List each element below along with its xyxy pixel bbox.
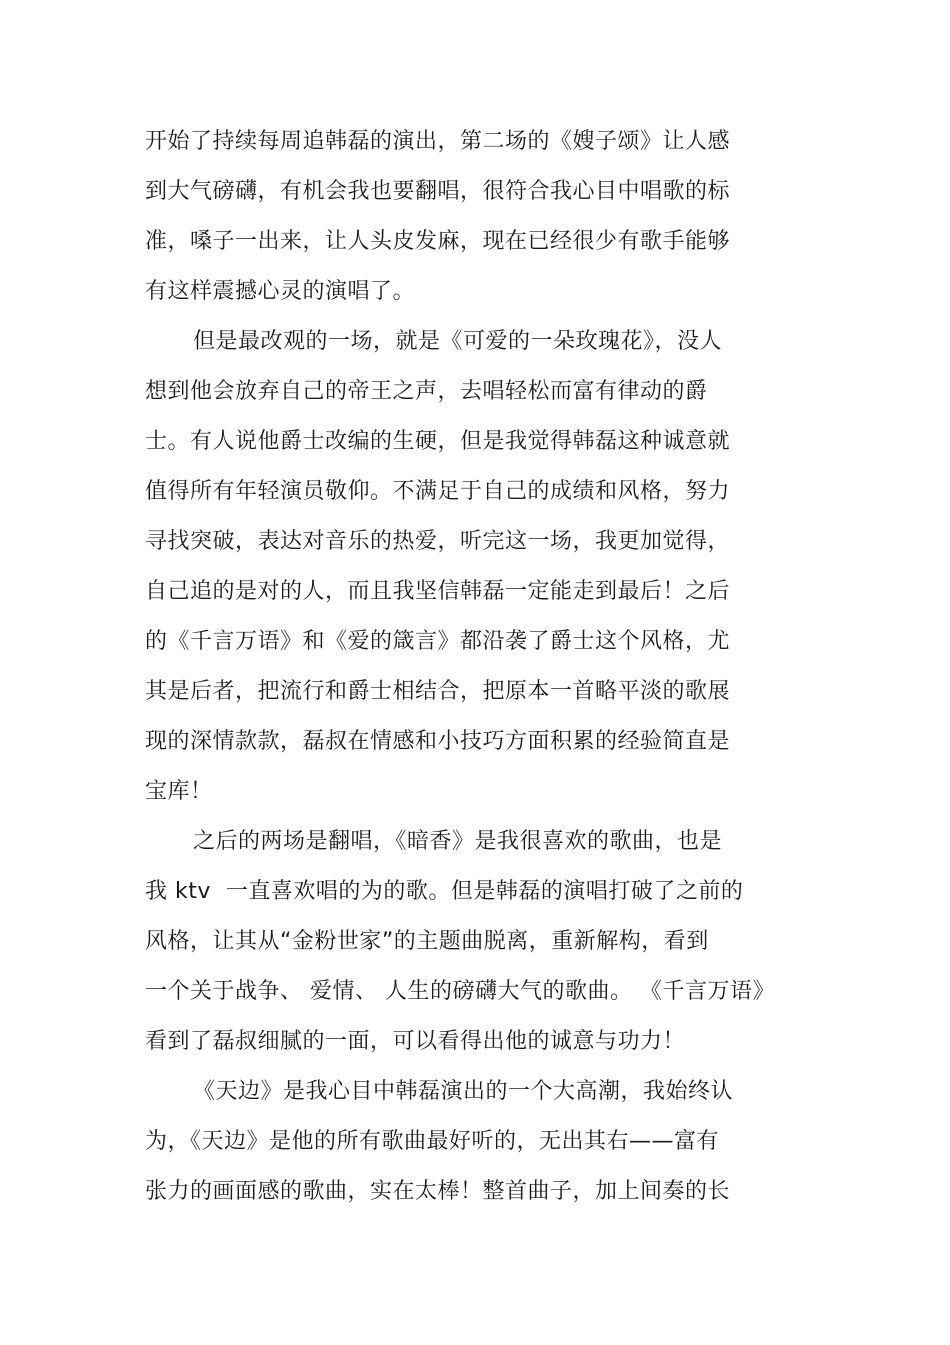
text-line: 的《千言万语》和《爱的箴言》都沿袭了爵士这个风格，尤 <box>145 629 731 654</box>
text-line: 士。有人说他爵士改编的生硬，但是我觉得韩磊这种诚意就 <box>145 429 731 454</box>
text-line: 看到了磊叔细腻的一面，可以看得出他的诚意与功力！ <box>145 1029 686 1054</box>
text-line: 到大气磅礴，有机会我也要翻唱，很符合我心目中唱歌的标 <box>145 179 731 204</box>
paragraph-first-line: 之后的两场是翻唱，《暗香》是我很喜欢的歌曲，也是 <box>193 829 723 854</box>
text-line: 其是后者，把流行和爵士相结合，把原本一首略平淡的歌展 <box>145 679 731 704</box>
text-line: 值得所有年轻演员敬仰。不满足于自己的成绩和风格，努力 <box>145 479 731 504</box>
text-line: 现的深情款款，磊叔在情感和小技巧方面积累的经验简直是 <box>145 729 731 754</box>
text-line: 宝库！ <box>145 779 213 804</box>
text-line: 想到他会放弃自己的帝王之声，去唱轻松而富有律动的爵 <box>145 379 708 404</box>
text-line: 自己追的是对的人，而且我坚信韩磊一定能走到最后！之后 <box>145 579 731 604</box>
text-line: 开始了持续每周追韩磊的演出，第二场的《嫂子颂》让人感 <box>145 129 731 154</box>
text-line: 准，嗓子一出来，让人头皮发麻，现在已经很少有歌手能够 <box>145 229 731 254</box>
text-line: 有这样震撼心灵的演唱了。 <box>145 279 416 304</box>
text-line: 张力的画面感的歌曲，实在太棒！整首曲子，加上间奏的长 <box>145 1179 731 1204</box>
text-line: 一个关于战争、 爱情、 人生的磅礴大气的歌曲。 《千言万语》 <box>145 979 775 1004</box>
text-line: 寻找突破，表达对音乐的热爱，听完这一场，我更加觉得， <box>145 529 731 554</box>
text-line: 我 ktv 一直喜欢唱的为的歌。但是韩磊的演唱打破了之前的 <box>145 879 744 904</box>
text-line: 风格，让其从“金粉世家”的主题曲脱离，重新解构，看到 <box>145 929 709 954</box>
text-line: 为，《天边》是他的所有歌曲最好听的，无出其右——富有 <box>145 1129 720 1154</box>
paragraph-first-line: 《天边》是我心目中韩磊演出的一个大高潮，我始终认 <box>193 1079 734 1104</box>
paragraph-first-line: 但是最改观的一场，就是《可爱的一朵玫瑰花》，没人 <box>193 329 723 354</box>
